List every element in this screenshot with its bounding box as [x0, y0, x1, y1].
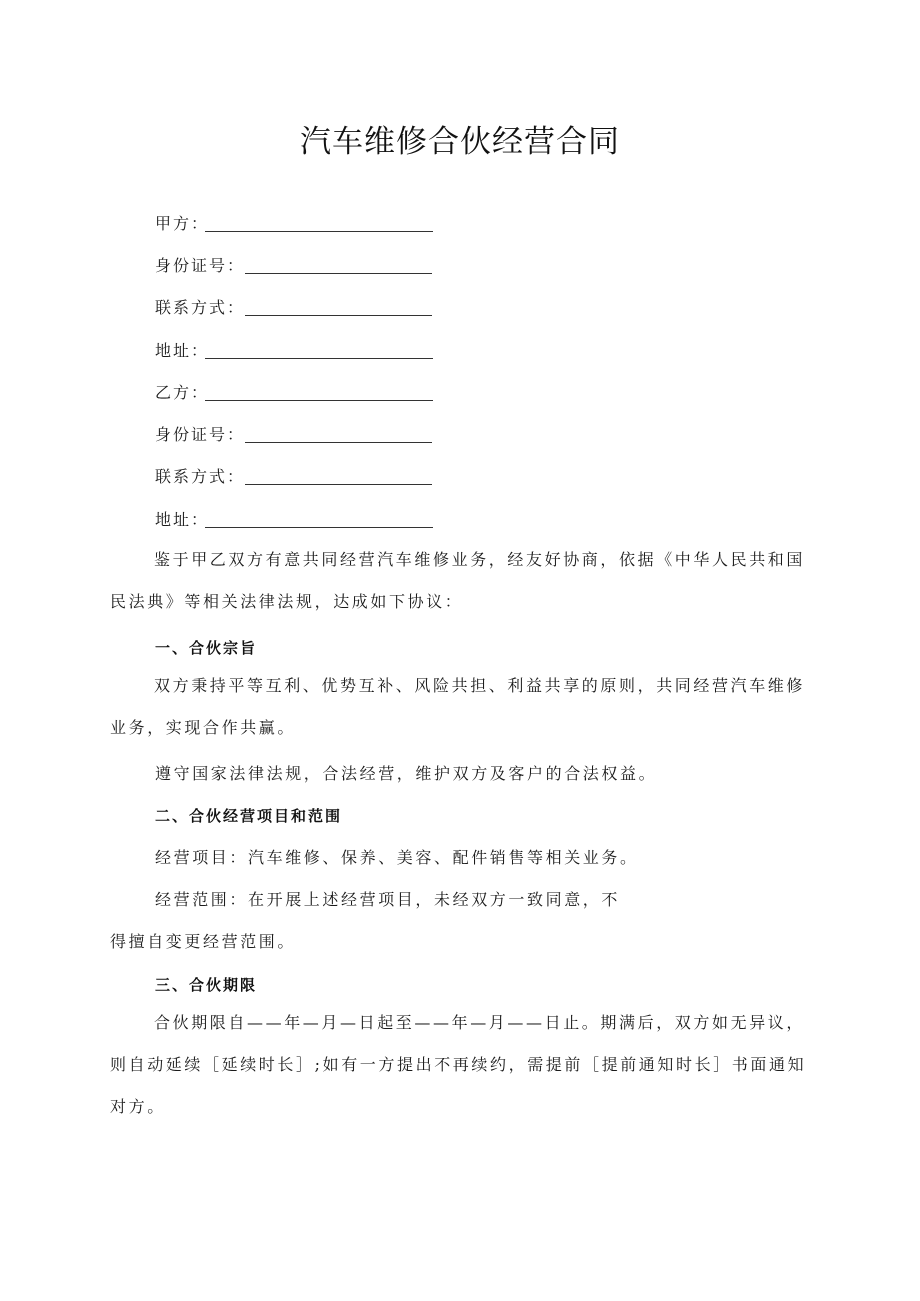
party-b-contact-blank[interactable] [245, 484, 432, 485]
party-b-contact-label: 联系方式： [155, 467, 246, 486]
party-a-name-field[interactable] [155, 212, 209, 236]
party-a-name-blank[interactable] [205, 231, 433, 232]
party-b-id-label: 身份证号： [155, 425, 246, 444]
party-a-id-field[interactable] [155, 254, 245, 278]
section-2-paragraph-2: 经营范围：在开展上述经营项目，未经双方一致同意，不 [155, 890, 621, 909]
party-b-address-label: 地址： [155, 510, 210, 529]
party-a-address-label: 地址： [155, 341, 210, 360]
party-b-address-blank[interactable] [205, 527, 433, 528]
section-3-heading: 三、合伙期限 [155, 976, 258, 994]
party-b-address-field[interactable] [155, 508, 209, 532]
party-a-id-label: 身份证号： [155, 256, 246, 275]
document-title: 汽车维修合伙经营合同 [300, 124, 620, 160]
party-a-contact-field[interactable] [155, 296, 245, 320]
party-a-contact-label: 联系方式： [155, 298, 246, 317]
party-b-id-blank[interactable] [245, 442, 432, 443]
party-a-address-field[interactable] [155, 339, 209, 363]
section-2-heading: 二、合伙经营项目和范围 [155, 807, 343, 825]
party-a-id-blank[interactable] [245, 273, 432, 274]
section-1-paragraph-1: 双方秉持平等互利、优势互补、风险共担、利益共享的原则，共同经营汽车维修业务，实现合作共赢。 [110, 676, 806, 737]
party-b-name-label: 乙方： [155, 383, 210, 402]
section-2-paragraph-2-continued: 得擅自变更经营范围。 [110, 932, 297, 951]
party-a-name-label: 甲方： [155, 214, 210, 233]
party-b-id-field[interactable] [155, 423, 245, 447]
section-2-paragraph-1: 经营项目：汽车维修、保养、美容、配件销售等相关业务。 [155, 848, 639, 867]
section-1-heading: 一、合伙宗旨 [155, 639, 258, 657]
section-3-paragraph-1: 合伙期限自——年—月—日起至——年—月——日止。期满后，双方如无异议，则自动延续［延续时长］;如有一方提出不再续约，需提前［提前通知时长］书面通知对方。 [110, 1013, 807, 1116]
party-b-name-field[interactable] [155, 381, 209, 405]
preamble-paragraph: 鉴于甲乙双方有意共同经营汽车维修业务，经友好协商，依据《中华人民共和国民法典》等相关法律法规，达成如下协议： [110, 550, 806, 611]
party-b-contact-field[interactable] [155, 465, 245, 489]
party-b-name-blank[interactable] [205, 400, 433, 401]
party-a-address-blank[interactable] [205, 358, 433, 359]
party-a-contact-blank[interactable] [245, 315, 432, 316]
section-1-paragraph-2: 遵守国家法律法规，合法经营，维护双方及客户的合法权益。 [155, 764, 658, 783]
